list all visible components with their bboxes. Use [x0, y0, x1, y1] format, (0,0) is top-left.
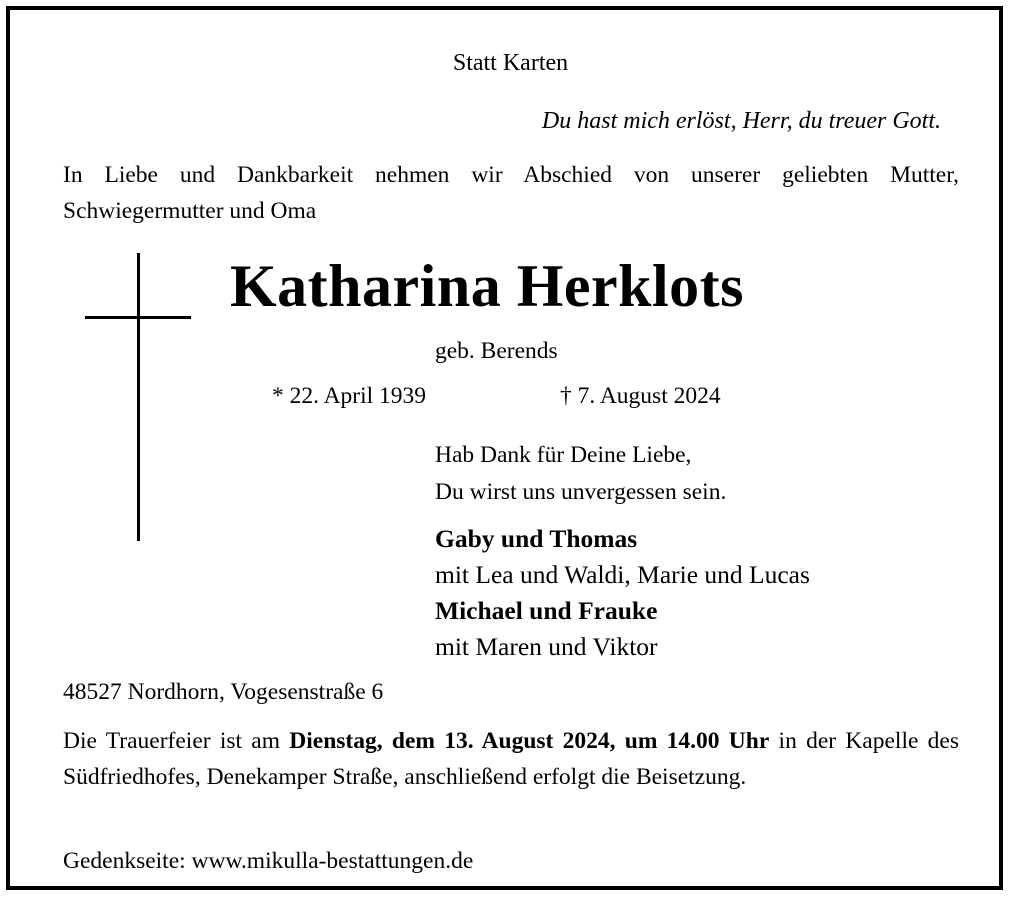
- family-names: Michael und Frauke: [435, 596, 658, 625]
- cross-icon-bar: [85, 316, 191, 319]
- header-text: Statt Karten: [452, 50, 569, 76]
- address: 48527 Nordhorn, Vogesenstraße 6: [63, 679, 384, 705]
- maiden-name: geb. Berends: [435, 338, 558, 364]
- death-date: † 7. August 2024: [560, 383, 721, 409]
- deceased-name: Katharina Herklots: [230, 253, 744, 319]
- service-info: [63, 723, 959, 795]
- verse-line: Hab Dank für Deine Liebe,: [435, 442, 692, 468]
- service-before: Die Trauerfeier ist am: [63, 728, 290, 754]
- family-list: [435, 521, 810, 665]
- memorial-website: Gedenkseite: www.mikulla-bestattungen.de: [63, 848, 474, 874]
- family-with: mit Maren und Viktor: [435, 632, 658, 661]
- intro-text: In Liebe und Dankbarkeit nehmen wir Abschied von unserer geliebten Mutter, Schwiegermutter und Oma: [63, 162, 959, 224]
- birth-date: * 22. April 1939: [272, 383, 427, 409]
- service-after: in der Kapelle des Südfriedhofes, Denekamper Straße, anschließend erfolgt die Beisetzung.: [63, 728, 959, 790]
- verse: [435, 437, 726, 511]
- service-datetime: Dienstag, dem 13. August 2024, um 14.00 Uhr: [289, 728, 770, 754]
- verse-line: Du wirst uns unvergessen sein.: [435, 479, 727, 505]
- motto-quote: Du hast mich erlöst, Herr, du treuer Gott.: [541, 108, 941, 134]
- family-with: mit Lea und Waldi, Marie und Lucas: [435, 560, 810, 589]
- cross-icon: [137, 253, 140, 541]
- family-names: Gaby und Thomas: [435, 524, 638, 553]
- obituary-notice: [6, 6, 1003, 890]
